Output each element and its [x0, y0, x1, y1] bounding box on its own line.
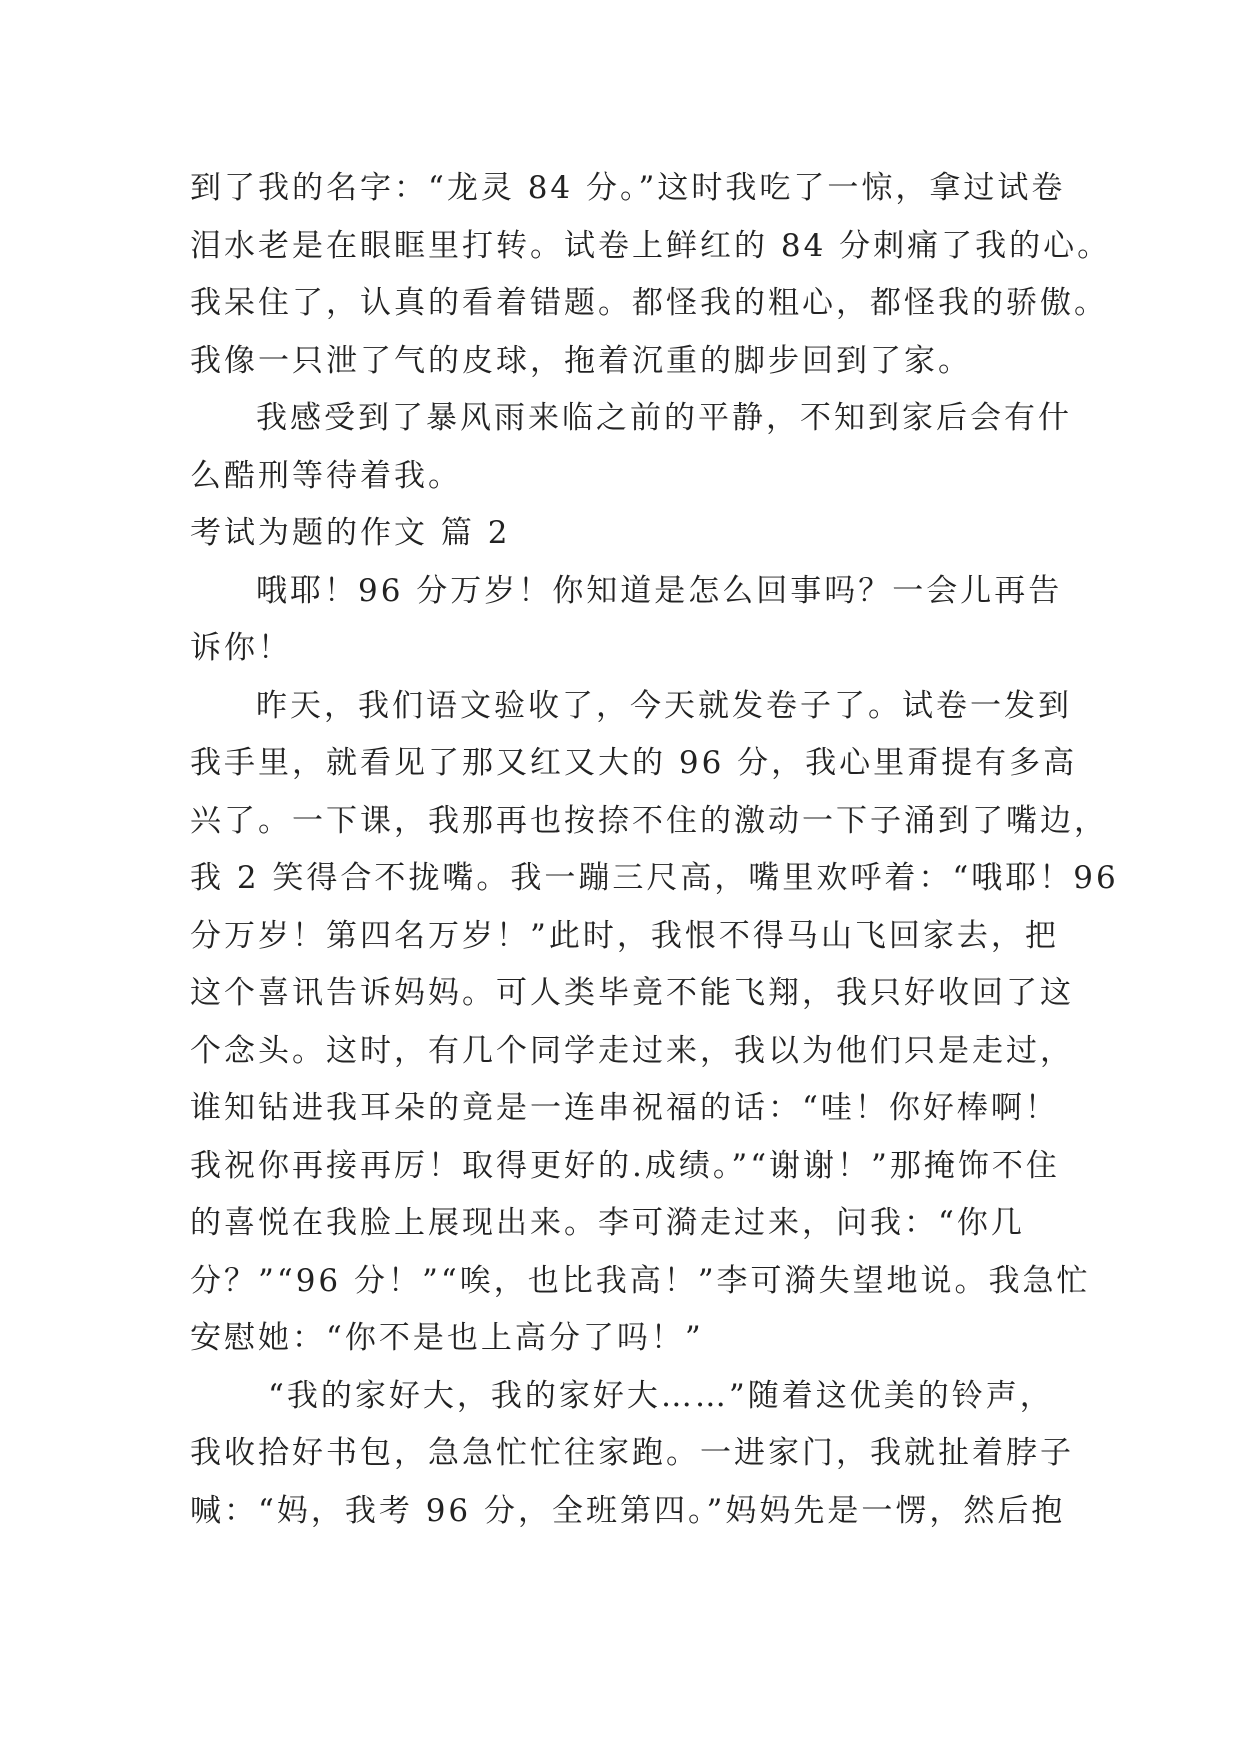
text-line: 谁知钻进我耳朵的竟是一连串祝福的话：“哇！你好棒啊！	[190, 1090, 1059, 1126]
text-line: 泪水老是在眼眶里打转。试卷上鲜红的 84 分刺痛了我的心。	[190, 227, 1112, 264]
text-line: 喊：“妈，我考 96 分，全班第四。”妈妈先是一愣，然后抱	[190, 1492, 1066, 1529]
essay-text	[190, 160, 1119, 1540]
text-line: 我 2 笑得合不拢嘴。我一蹦三尺高，嘴里欢呼着：“哦耶！96	[190, 860, 1119, 896]
text-line: 的喜悦在我脸上展现出来。李可漪走过来，问我：“你几	[190, 1205, 1025, 1241]
paragraph-first-line: 我感受到了暴风雨来临之前的平静，不知到家后会有什	[256, 400, 1072, 436]
text-line: 诉你！	[190, 630, 292, 666]
paragraph-first-line: 昨天，我们语文验收了，今天就发卷子了。试卷一发到	[256, 687, 1072, 724]
text-line: 我呆住了，认真的看着错题。都怪我的粗心，都怪我的骄傲。	[190, 285, 1108, 321]
section-heading: 考试为题的作文 篇 2	[190, 515, 511, 551]
text-line: 我手里，就看见了那又红又大的 96 分，我心里甭提有多高	[190, 745, 1078, 781]
text-line: 到了我的名字：“龙灵 84 分。”这时我吃了一惊，拿过试卷	[190, 170, 1066, 206]
paragraph-first-line: 哦耶！96 分万岁！你知道是怎么回事吗？一会儿再告	[256, 572, 1063, 609]
text-line: 个念头。这时，有几个同学走过来，我以为他们只是走过，	[190, 1032, 1074, 1069]
text-line: 我祝你再接再厉！取得更好的.成绩。”“谢谢！”那掩饰不住	[190, 1147, 1060, 1184]
text-line: 这个喜讯告诉妈妈。可人类毕竟不能飞翔，我只好收回了这	[190, 975, 1074, 1011]
text-line: 我像一只泄了气的皮球，拖着沉重的脚步回到了家。	[190, 342, 972, 379]
text-line: 我收拾好书包，急急忙忙往家跑。一进家门，我就扯着脖子	[190, 1435, 1074, 1471]
text-line: 么酷刑等待着我。	[190, 457, 462, 494]
text-line: 安慰她：“你不是也上高分了吗！”	[190, 1320, 704, 1356]
paragraph-first-line: “我的家好大，我的家好大……”随着这优美的铃声，	[268, 1377, 1054, 1414]
text-line: 分万岁！第四名万岁！”此时，我恨不得马山飞回家去，把	[190, 917, 1059, 954]
text-line: 分？”“96 分！”“唉，也比我高！”李可漪失望地说。我急忙	[190, 1262, 1091, 1299]
text-line: 兴了。一下课，我那再也按捺不住的激动一下子涌到了嘴边，	[190, 802, 1108, 839]
